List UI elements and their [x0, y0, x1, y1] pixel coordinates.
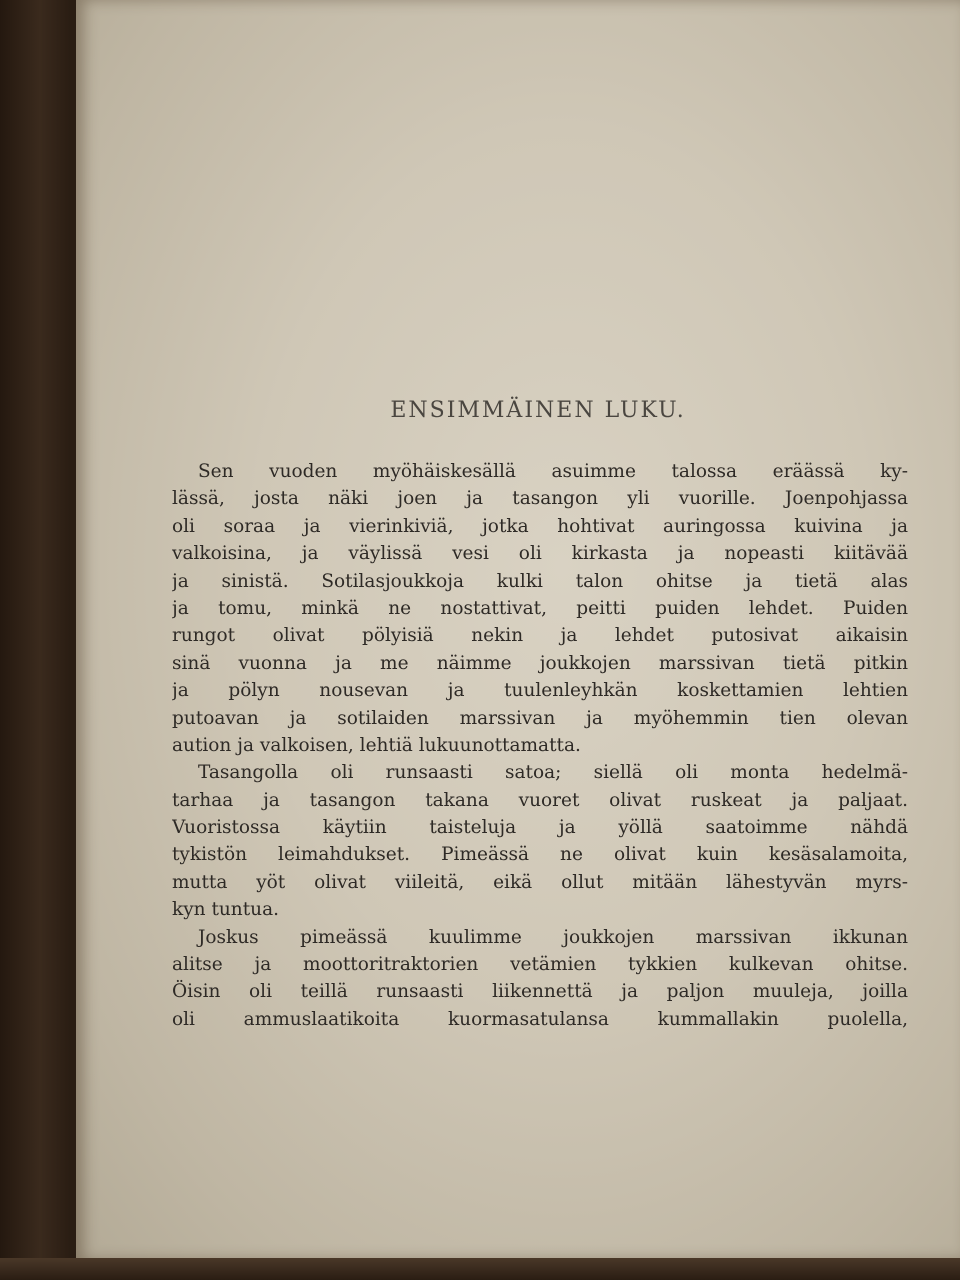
- book-edge: [0, 1258, 960, 1280]
- body-text: [172, 458, 908, 1033]
- chapter-heading: ENSIMMÄINEN LUKU.: [390, 398, 686, 423]
- text-line: rungot olivat pölyisiä nekin ja lehdet putosivat aikaisin: [172, 625, 908, 647]
- text-line: ja tomu, minkä ne nostattivat, peitti puiden lehdet. Puiden: [172, 597, 908, 619]
- text-line: ja pölyn nousevan ja tuulenleyhkän koskettamien lehtien: [172, 680, 908, 702]
- text-line: oli soraa ja vierinkiviä, jotka hohtivat auringossa kuivina ja: [172, 515, 908, 537]
- text-line: lässä, josta näki joen ja tasangon yli vuorille. Joenpohjassa: [172, 488, 908, 510]
- text-line: Joskus pimeässä kuulimme joukkojen marssivan ikkunan: [198, 926, 908, 948]
- text-line: ja sinistä. Sotilasjoukkoja kulki talon ohitse ja tietä alas: [172, 570, 908, 592]
- book-page: [76, 0, 960, 1260]
- text-line: tarhaa ja tasangon takana vuoret olivat ruskeat ja paljaat.: [172, 789, 908, 811]
- text-line: valkoisina, ja väylissä vesi oli kirkasta ja nopeasti kiitävää: [172, 543, 908, 565]
- text-line: mutta yöt olivat viileitä, eikä ollut mitään lähestyvän myrs-: [172, 871, 908, 893]
- text-line: Öisin oli teillä runsaasti liikennettä ja paljon muuleja, joilla: [172, 981, 908, 1003]
- text-line: putoavan ja sotilaiden marssivan ja myöhemmin tien olevan: [172, 707, 908, 729]
- text-line: aution ja valkoisen, lehtiä lukuunottamatta.: [172, 734, 581, 756]
- text-line: Tasangolla oli runsaasti satoa; siellä oli monta hedelmä-: [198, 762, 908, 784]
- text-line: sinä vuonna ja me näimme joukkojen marssivan tietä pitkin: [172, 652, 908, 674]
- text-line: Sen vuoden myöhäiskesällä asuimme talossa eräässä ky-: [198, 461, 908, 482]
- text-line: alitse ja moottoritraktorien vetämien tykkien kulkevan ohitse.: [172, 954, 908, 976]
- text-line: tykistön leimahdukset. Pimeässä ne olivat kuin kesäsalamoita,: [172, 844, 908, 866]
- text-line: kyn tuntua.: [172, 899, 279, 921]
- text-line: Vuoristossa käytiin taisteluja ja yöllä saatoimme nähdä: [172, 817, 908, 839]
- text-line: oli ammuslaatikoita kuormasatulansa kummallakin puolella,: [172, 1008, 908, 1030]
